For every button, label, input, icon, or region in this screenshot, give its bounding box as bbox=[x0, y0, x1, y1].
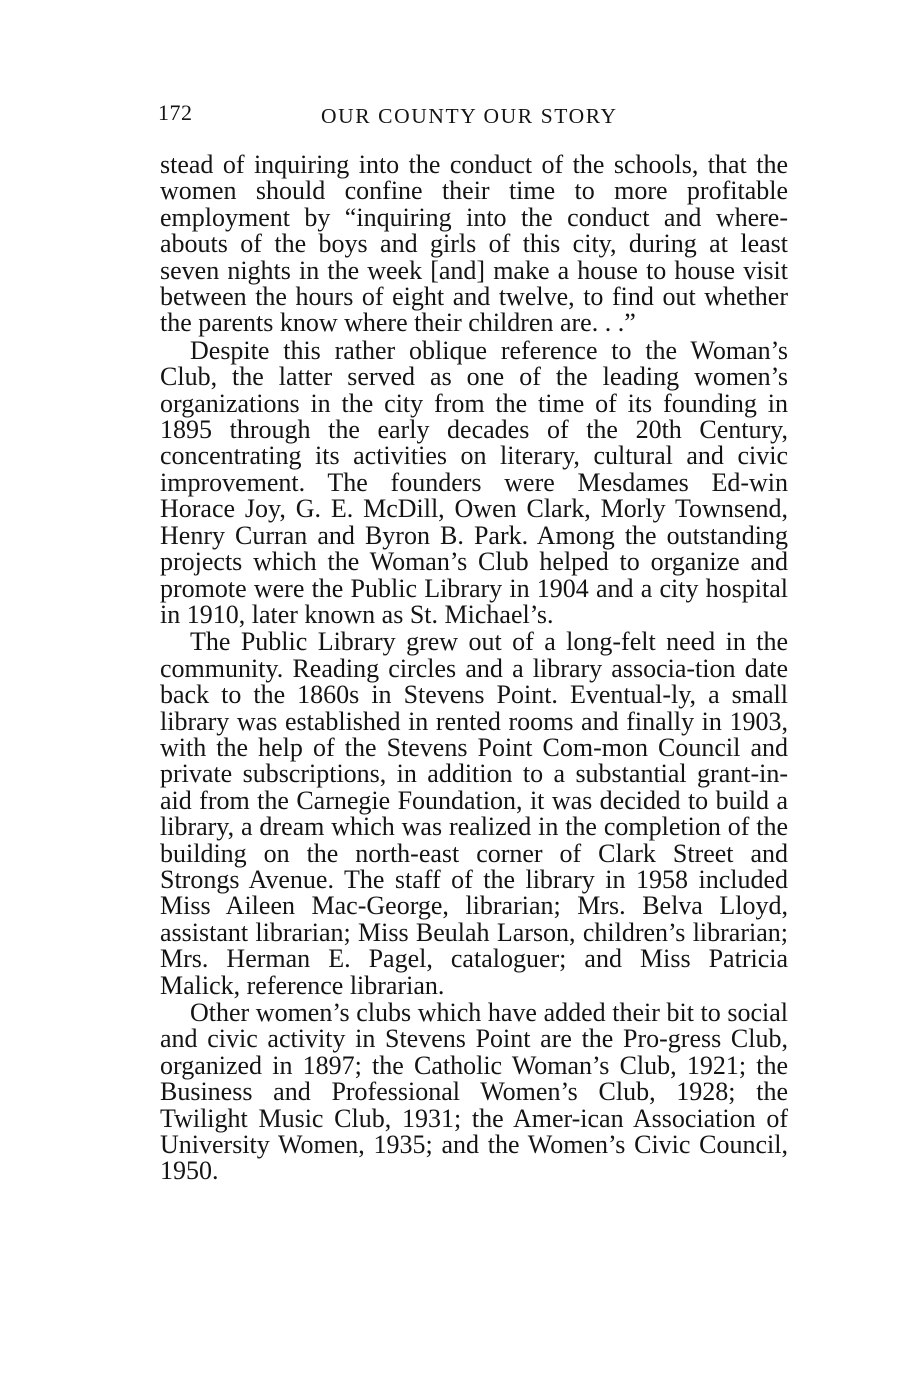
paragraph-other-clubs: Other women’s clubs which have added their bit to social and civic activity in Stevens Point are the Pro-gress Club, organized in 1897; the Catholic Woman’s Club, 1921; the Business and Professional Women’s Club, 1928; the Twilight Music Club, 1931; the Amer-ican Association of University Women, 1935; and the Women’s Civic Council, 1950. bbox=[160, 998, 788, 1186]
paragraph-womans-club: Despite this rather oblique reference to the Woman’s Club, the latter served as one of the leading women’s organizations in the city from the time of its founding in 1895 through the early decades of the 20th Century, concentrating its activities on literary, cultural and civic improvement. The founders were Mesdames Ed-win Horace Joy, G. E. McDill, Owen Clark, Morly Townsend, Henry Curran and Byron B. Park. Among the outstanding projects which the Woman’s Club helped to organize and promote were the Public Library in 1904 and a city hospital in 1910, later known as St. Michael’s. bbox=[160, 335, 788, 629]
page-number: 172 bbox=[158, 100, 193, 125]
running-head: OUR COUNTY OUR STORY bbox=[321, 104, 618, 128]
body-text bbox=[160, 152, 788, 1186]
paragraph-continuation: stead of inquiring into the conduct of the schools, that the women should confine their time to more profitable employment by “inquiring into the conduct and where-abouts of the boys and girls of this city, during at least seven nights in the week [and] make a house to house visit between the hours of eight and twelve, to find out whether the parents know where their children are. . .” bbox=[160, 150, 788, 338]
paragraph-public-library: The Public Library grew out of a long-felt need in the community. Reading circles and a library associa-tion date back to the 1860s in Stevens Point. Eventual-ly, a small library was established in rented rooms and finally in 1903, with the help of the Stevens Point Com-mon Council and private subscriptions, in addition to a substantial grant-in-aid from the Carnegie Foundation, it was decided to build a library, a dream which was realized in the completion of the building on the north-east corner of Clark Street and Strongs Avenue. The staff of the library in 1958 included Miss Aileen Mac-George, librarian; Mrs. Belva Lloyd, assistant librarian; Miss Beulah Larson, children’s librarian; Mrs. Herman E. Pagel, cataloguer; and Miss Patricia Malick, reference librarian. bbox=[160, 627, 788, 1000]
page-header bbox=[158, 100, 788, 134]
